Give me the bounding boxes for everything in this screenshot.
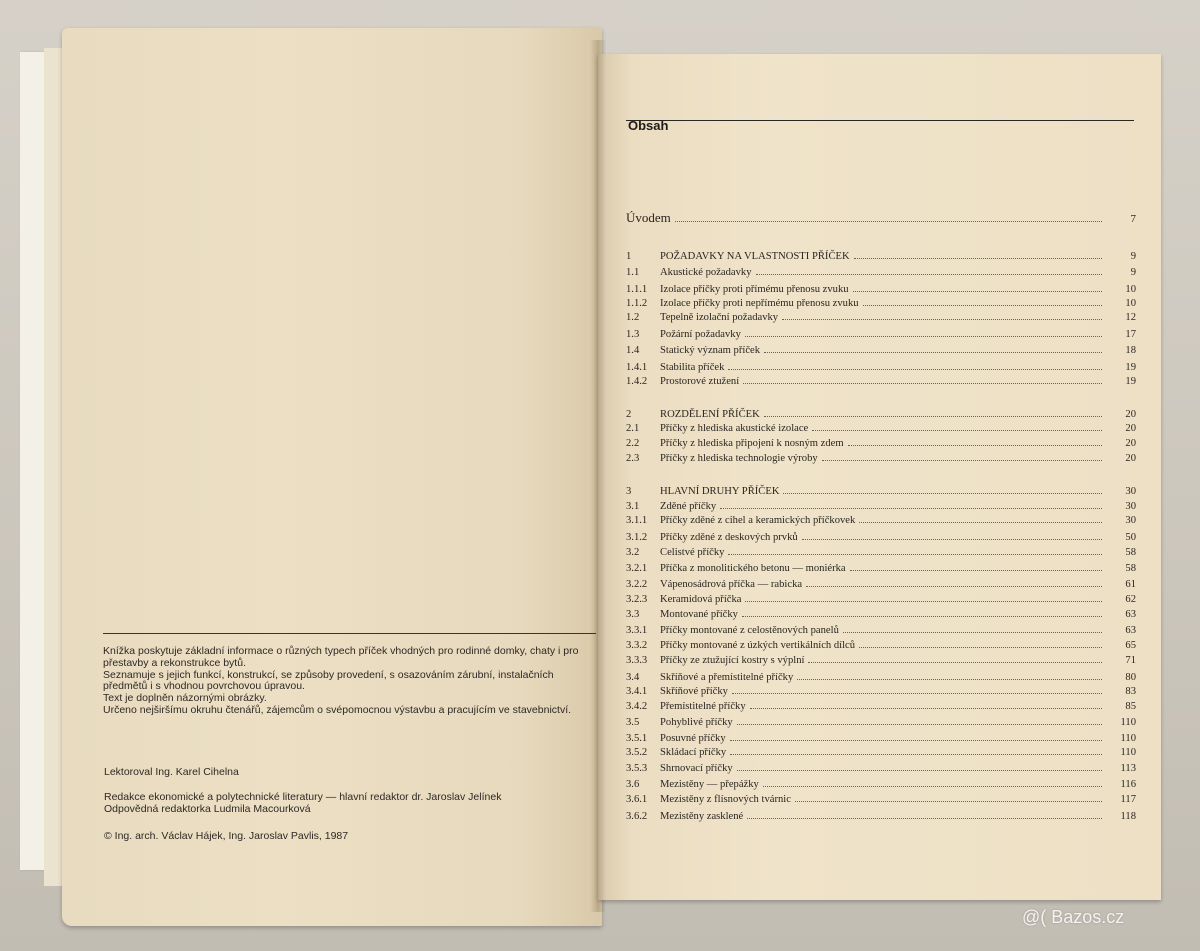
toc-entry <box>626 500 1136 515</box>
toc-page-number: 19 <box>1125 362 1136 373</box>
toc-number: 2 <box>626 409 632 420</box>
toc-page-number: 85 <box>1125 701 1136 712</box>
toc-leader-dots <box>763 778 1102 787</box>
toc-title: Zděné příčky <box>660 501 717 512</box>
toc-entry <box>626 654 1136 669</box>
toc-entry <box>626 716 1136 731</box>
toc-entry <box>626 578 1136 593</box>
toc-title: POŽADAVKY NA VLASTNOSTI PŘÍČEK <box>660 251 850 262</box>
toc-page-number: 80 <box>1125 672 1136 683</box>
toc-leader-dots <box>783 485 1102 494</box>
toc-leader-dots <box>737 762 1102 771</box>
toc-leader-dots <box>853 283 1102 292</box>
toc-leader-dots <box>797 671 1102 680</box>
toc-page-number: 10 <box>1125 298 1136 309</box>
toc-entry <box>626 778 1136 793</box>
toc-leader-dots <box>764 408 1102 417</box>
toc-number: 1.2 <box>626 312 640 323</box>
toc-entry <box>626 810 1136 825</box>
toc-leader-dots <box>782 311 1102 320</box>
toc-entry <box>626 700 1136 715</box>
toc-entry <box>626 250 1136 265</box>
toc-page-number: 58 <box>1125 547 1136 558</box>
toc-leader-dots <box>764 344 1102 353</box>
toc-leader-dots <box>802 531 1102 540</box>
toc-number: 1.4 <box>626 345 640 356</box>
toc-title: Mezistěny z flísnových tvárnic <box>660 794 791 805</box>
toc-title: Skříňové a přemístitelné příčky <box>660 672 794 683</box>
toc-leader-dots <box>806 578 1102 587</box>
toc-page-number: 61 <box>1125 579 1136 590</box>
toc-entry <box>626 593 1136 608</box>
toc-number: 1.4.2 <box>626 376 648 387</box>
toc-page-number: 63 <box>1125 625 1136 636</box>
toc-number: 3.5.3 <box>626 763 648 774</box>
toc-entry <box>626 311 1136 326</box>
toc-leader-dots <box>747 810 1102 819</box>
toc-entry <box>626 639 1136 654</box>
toc-page-number: 71 <box>1125 655 1136 666</box>
toc-title: Úvodem <box>626 210 671 225</box>
toc-number: 1 <box>626 251 632 262</box>
toc-title: Mezistěny zasklené <box>660 811 744 822</box>
toc-number: 1.3 <box>626 329 640 340</box>
toc-entry <box>626 328 1136 343</box>
toc-entry <box>626 624 1136 639</box>
toc-entry <box>626 732 1136 747</box>
toc-entry <box>626 297 1136 312</box>
toc-title: Vápenosádrová příčka — rabicka <box>660 579 803 590</box>
toc-entry <box>626 408 1136 423</box>
toc-page-number: 9 <box>1130 251 1136 262</box>
toc-title: Akustické požadavky <box>660 267 752 278</box>
toc-title: Přemístitelné příčky <box>660 701 746 712</box>
toc-number: 3.4.2 <box>626 701 648 712</box>
copyright-notice: © Ing. arch. Václav Hájek, Ing. Jaroslav Pavlis, 1987 <box>104 830 349 842</box>
toc-number: 3.3.3 <box>626 655 648 666</box>
toc-entry <box>626 746 1136 761</box>
toc-number: 3.6.1 <box>626 794 648 805</box>
toc-number: 3.3.1 <box>626 625 648 636</box>
toc-entry <box>626 546 1136 561</box>
toc-title: Příčky zděné z cihel a keramických příčkovek <box>660 515 856 526</box>
toc-number: 3.2.3 <box>626 594 648 605</box>
toc-title: Izolace příčky proti přímému přenosu zvuku <box>660 284 849 295</box>
toc-page-number: 110 <box>1120 747 1136 758</box>
toc-number: 3.2.2 <box>626 579 648 590</box>
blurb-paragraph: Text je doplněn názornými obrázky. <box>103 692 267 705</box>
toc-leader-dots <box>730 746 1102 755</box>
toc-number: 3.1 <box>626 501 640 512</box>
toc-number: 3.4 <box>626 672 640 683</box>
toc-entry <box>626 437 1136 452</box>
toc-leader-dots <box>822 452 1102 461</box>
toc-title: Posuvné příčky <box>660 733 726 744</box>
toc-entry <box>626 608 1136 623</box>
toc-page-number: 30 <box>1125 515 1136 526</box>
toc-number: 1.4.1 <box>626 362 648 373</box>
toc-leader-dots <box>745 593 1102 602</box>
toc-leader-dots <box>745 328 1102 337</box>
toc-leader-dots <box>742 608 1102 617</box>
toc-page-number: 10 <box>1125 284 1136 295</box>
toc-number: 3.1.2 <box>626 532 648 543</box>
toc-page-number: 118 <box>1120 811 1136 822</box>
toc-title: Příčky montované z úzkých vertikálních dílců <box>660 640 856 651</box>
toc-page-number: 7 <box>1130 213 1136 225</box>
toc-page-number: 20 <box>1125 438 1136 449</box>
toc-title: Skládací příčky <box>660 747 727 758</box>
toc-entry <box>626 514 1136 529</box>
toc-leader-dots <box>756 266 1103 275</box>
toc-entry <box>626 266 1136 281</box>
watermark: @( Bazos.cz <box>1022 907 1125 927</box>
toc-number: 3.6 <box>626 779 640 790</box>
toc-page-number: 83 <box>1125 686 1136 697</box>
toc-leader-dots <box>850 562 1102 571</box>
toc-title: Izolace příčky proti nepřímému přenosu zvuku <box>660 298 859 309</box>
toc-number: 3.5 <box>626 717 640 728</box>
toc-entry <box>626 344 1136 359</box>
toc-title: Keramidová příčka <box>660 594 742 605</box>
toc-number: 3.1.1 <box>626 515 648 526</box>
toc-page-number: 9 <box>1130 267 1136 278</box>
toc-title: HLAVNÍ DRUHY PŘÍČEK <box>660 486 780 497</box>
toc-page-number: 116 <box>1120 779 1136 790</box>
toc-number: 2.1 <box>626 423 640 434</box>
toc-leader-dots <box>675 213 1102 222</box>
toc-entry <box>626 375 1136 390</box>
toc-page-number: 20 <box>1125 409 1136 420</box>
toc-page-number: 50 <box>1125 532 1136 543</box>
toc-leader-dots <box>848 437 1102 446</box>
blurb-rule <box>103 633 596 634</box>
toc-leader-dots <box>750 700 1102 709</box>
toc-number: 2.3 <box>626 453 640 464</box>
toc-entry <box>626 562 1136 577</box>
toc-title: Tepelně izolační požadavky <box>660 312 779 323</box>
toc-page-number: 30 <box>1125 501 1136 512</box>
toc-number: 3.4.1 <box>626 686 648 697</box>
toc-number: 3.2.1 <box>626 563 648 574</box>
toc-number: 1.1.1 <box>626 284 648 295</box>
toc-title: Pohyblivé příčky <box>660 717 733 728</box>
toc-page-number: 110 <box>1120 717 1136 728</box>
book-blurb <box>103 646 598 717</box>
toc-entry <box>626 531 1136 546</box>
toc-leader-dots <box>728 361 1102 370</box>
toc-title: Příčky z hlediska připojení k nosným zdem <box>660 438 844 449</box>
toc-title: Příčky z hlediska akustické izolace <box>660 423 809 434</box>
toc-entry <box>626 361 1136 376</box>
toc-entry <box>626 283 1136 298</box>
toc-leader-dots <box>732 685 1102 694</box>
toc-page-number: 117 <box>1120 794 1136 805</box>
toc-page-number: 20 <box>1125 453 1136 464</box>
toc-title: Mezistěny — přepážky <box>660 779 759 790</box>
toc-title: Příčky z hlediska technologie výroby <box>660 453 818 464</box>
toc-leader-dots <box>808 654 1102 663</box>
toc-leader-dots <box>737 716 1102 725</box>
toc-entry <box>626 671 1136 686</box>
toc-leader-dots <box>728 546 1102 555</box>
toc-leader-dots <box>795 793 1102 802</box>
toc-leader-dots <box>854 250 1102 259</box>
toc-title: Příčky ze ztužující kostry s výplní <box>660 655 805 666</box>
toc-page-number: 12 <box>1125 312 1136 323</box>
heading-rule <box>626 120 1134 121</box>
toc-entry <box>626 793 1136 808</box>
toc-number: 3 <box>626 486 632 497</box>
toc-page-number: 18 <box>1125 345 1136 356</box>
toc-number: 3.6.2 <box>626 811 648 822</box>
toc-entry <box>626 485 1136 500</box>
blurb-paragraph: Určeno nejširšímu okruhu čtenářů, zájemcům o svépomocnou výstavbu a pracujícím ve stavebnictví. <box>103 703 572 716</box>
toc-page-number: 58 <box>1125 563 1136 574</box>
toc-number: 3.3.2 <box>626 640 648 651</box>
editorial-credit: Redakce ekonomické a polytechnické literatury — hlavní redaktor dr. Jaroslav Jelínek <box>104 791 502 803</box>
toc-number: 1.1 <box>626 267 640 278</box>
toc-entry <box>626 452 1136 467</box>
book-gutter <box>590 40 606 912</box>
toc-entry <box>626 422 1136 437</box>
toc-number: 3.5.1 <box>626 733 648 744</box>
contents-heading: Obsah <box>628 118 669 133</box>
editor-credit: Odpovědná redaktorka Ludmila Macourková <box>104 803 311 815</box>
toc-title: Montované příčky <box>660 609 738 620</box>
toc-title: Skříňové příčky <box>660 686 728 697</box>
toc-page-number: 65 <box>1125 640 1136 651</box>
toc-page-number: 17 <box>1125 329 1136 340</box>
toc-leader-dots <box>730 732 1102 741</box>
toc-title: Shrnovací příčky <box>660 763 733 774</box>
toc-page-number: 113 <box>1120 763 1136 774</box>
toc-leader-dots <box>812 422 1102 431</box>
toc-entry <box>626 685 1136 700</box>
toc-title: Požární požadavky <box>660 329 741 340</box>
toc-title: Statický význam příček <box>660 345 761 356</box>
toc-number: 1.1.2 <box>626 298 648 309</box>
toc-leader-dots <box>859 639 1102 648</box>
toc-page-number: 30 <box>1125 486 1136 497</box>
toc-title: Příčka z monolitického betonu — moniérka <box>660 563 846 574</box>
toc-title: Prostorové ztužení <box>660 376 740 387</box>
toc-number: 2.2 <box>626 438 640 449</box>
toc-page-number: 110 <box>1120 733 1136 744</box>
toc-leader-dots <box>743 375 1102 384</box>
toc-page-number: 20 <box>1125 423 1136 434</box>
toc-leader-dots <box>720 500 1102 509</box>
blurb-paragraph: Seznamuje s jejich funkcí, konstrukcí, se způsoby provedení, s osazováním zárubní, instalačních předmětů i s vhodnou povrchovou úpravou. <box>103 668 554 693</box>
toc-title: ROZDĚLENÍ PŘÍČEK <box>660 409 760 420</box>
toc-leader-dots <box>863 297 1102 306</box>
toc-title: Příčky montované z celostěnových panelů <box>660 625 839 636</box>
toc-leader-dots <box>859 514 1102 523</box>
toc-number: 3.3 <box>626 609 640 620</box>
toc-page-number: 62 <box>1125 594 1136 605</box>
blurb-paragraph: Knížka poskytuje základní informace o různých typech příček vhodných pro rodinné domky, chaty i pro přestavby a rekonstrukce bytů. <box>103 645 579 669</box>
toc-page-number: 63 <box>1125 609 1136 620</box>
lector-credit: Lektoroval Ing. Karel Cihelna <box>104 766 239 778</box>
toc-number: 3.5.2 <box>626 747 648 758</box>
toc-entry <box>626 210 1136 225</box>
toc-title: Příčky zděné z deskových prvků <box>660 532 798 543</box>
toc-title: Stabilita příček <box>660 362 725 373</box>
toc-page-number: 19 <box>1125 376 1136 387</box>
toc-leader-dots <box>843 624 1102 633</box>
toc-entry <box>626 762 1136 777</box>
toc-title: Celistvé příčky <box>660 547 725 558</box>
toc-number: 3.2 <box>626 547 640 558</box>
